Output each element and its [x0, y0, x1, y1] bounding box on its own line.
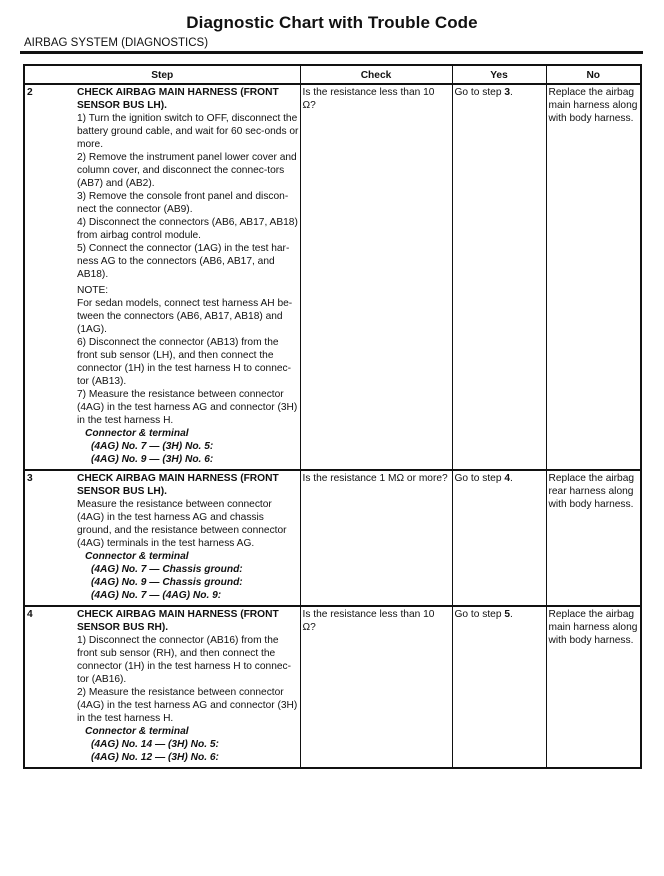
connector-terminal-item: (4AG) No. 9 — (3H) No. 6: [91, 454, 214, 465]
step-instruction: 4) Disconnect the connectors (AB6, AB17, AB18) from airbag control module. [77, 217, 298, 241]
note-label: NOTE: [77, 285, 109, 296]
table-row [24, 606, 641, 768]
yes-prefix: Go to step [454, 87, 505, 98]
step-instruction: 7) Measure the resistance between connector (4AG) in the test harness AG and connector (3H) in the test harness H. [77, 389, 298, 426]
step-number: 3 [27, 473, 33, 484]
step-instruction: 5) Connect the connector (1AG) in the test har-ness AG to the connectors (AB6, AB17, and AB18). [77, 243, 290, 280]
note-text: For sedan models, connect test harness AH be-tween the connectors (AB6, AB17, AB18) and (1AG). [77, 298, 293, 335]
yes-cell [452, 470, 546, 606]
step-instruction: 1) Disconnect the connector (AB16) from the front sub sensor (RH), and then connect the connector (1H) in the test harness H to connec-tor (AB16). [77, 635, 292, 685]
yes-suffix: . [510, 609, 513, 620]
connector-terminal-label: Connector & terminal [85, 551, 189, 562]
check-cell: Is the resistance less than 10 Ω? [300, 606, 452, 768]
yes-step-link: 3 [504, 87, 511, 98]
table-row [24, 84, 641, 470]
check-cell: Is the resistance less than 10 Ω? [300, 84, 452, 470]
table-row [24, 470, 641, 606]
step-instruction: 6) Disconnect the connector (AB13) from the front sub sensor (LH), and then connect the connector (1H) in the test harness H to connec-tor (AB13). [77, 337, 292, 387]
table-header-row [24, 65, 641, 84]
step-body [77, 86, 299, 466]
step-instruction: 2) Measure the resistance between connector (4AG) in the test harness AG and connector (3H) in the test harness H. [77, 687, 298, 724]
check-cell: Is the resistance 1 MΩ or more? [300, 470, 452, 606]
step-number: 4 [27, 609, 33, 620]
connector-terminal-item: (4AG) No. 9 — Chassis ground: [91, 577, 243, 588]
column-header-check: Check [300, 65, 452, 84]
no-cell: Replace the airbag rear harness along with body harness. [546, 470, 641, 606]
step-heading: CHECK AIRBAG MAIN HARNESS (FRONT SENSOR BUS LH). [77, 87, 279, 111]
step-instruction: 2) Remove the instrument panel lower cover and column cover, and disconnect the connec-tors (AB7) and (AB2). [77, 152, 297, 189]
header-divider [20, 51, 643, 54]
step-cell [24, 84, 300, 470]
connector-terminal-item: (4AG) No. 7 — (3H) No. 5: [91, 441, 214, 452]
yes-step-link: 4 [504, 473, 511, 484]
connector-terminal-item: (4AG) No. 7 — (4AG) No. 9: [91, 590, 222, 601]
yes-suffix: . [510, 87, 513, 98]
yes-prefix: Go to step [454, 609, 505, 620]
yes-cell [452, 606, 546, 768]
connector-terminal-item: (4AG) No. 12 — (3H) No. 6: [91, 752, 219, 763]
connector-terminal-label: Connector & terminal [85, 428, 189, 439]
step-number: 2 [27, 87, 33, 98]
no-cell: Replace the airbag main harness along with body harness. [546, 84, 641, 470]
step-instruction: Measure the resistance between connector (4AG) in the test harness AG and chassis ground, and the resistance between connector (4AG) terminals in the test harness AG. [77, 499, 287, 549]
page-title: Diagnostic Chart with Trouble Code [186, 13, 478, 32]
step-cell [24, 470, 300, 606]
yes-suffix: . [510, 473, 513, 484]
diagnostic-table [23, 64, 642, 769]
step-body [77, 608, 299, 764]
column-header-no: No [546, 65, 641, 84]
yes-step-link: 5 [504, 609, 511, 620]
step-heading: CHECK AIRBAG MAIN HARNESS (FRONT SENSOR BUS RH). [77, 609, 279, 633]
column-header-yes: Yes [452, 65, 546, 84]
connector-terminal-item: (4AG) No. 7 — Chassis ground: [91, 564, 243, 575]
yes-prefix: Go to step [454, 473, 505, 484]
connector-terminal-item: (4AG) No. 14 — (3H) No. 5: [91, 739, 219, 750]
step-instruction: 3) Remove the console front panel and discon-nect the connector (AB9). [77, 191, 289, 215]
yes-cell [452, 84, 546, 470]
step-instruction: 1) Turn the ignition switch to OFF, disconnect the battery ground cable, and wait for 60 sec-onds or more. [77, 113, 299, 150]
column-header-step: Step [24, 65, 300, 84]
step-heading: CHECK AIRBAG MAIN HARNESS (FRONT SENSOR BUS LH). [77, 473, 279, 497]
step-body [77, 472, 299, 602]
connector-terminal-label: Connector & terminal [85, 726, 189, 737]
no-cell: Replace the airbag main harness along with body harness. [546, 606, 641, 768]
section-title: AIRBAG SYSTEM (DIAGNOSTICS) [24, 37, 209, 49]
step-cell [24, 606, 300, 768]
